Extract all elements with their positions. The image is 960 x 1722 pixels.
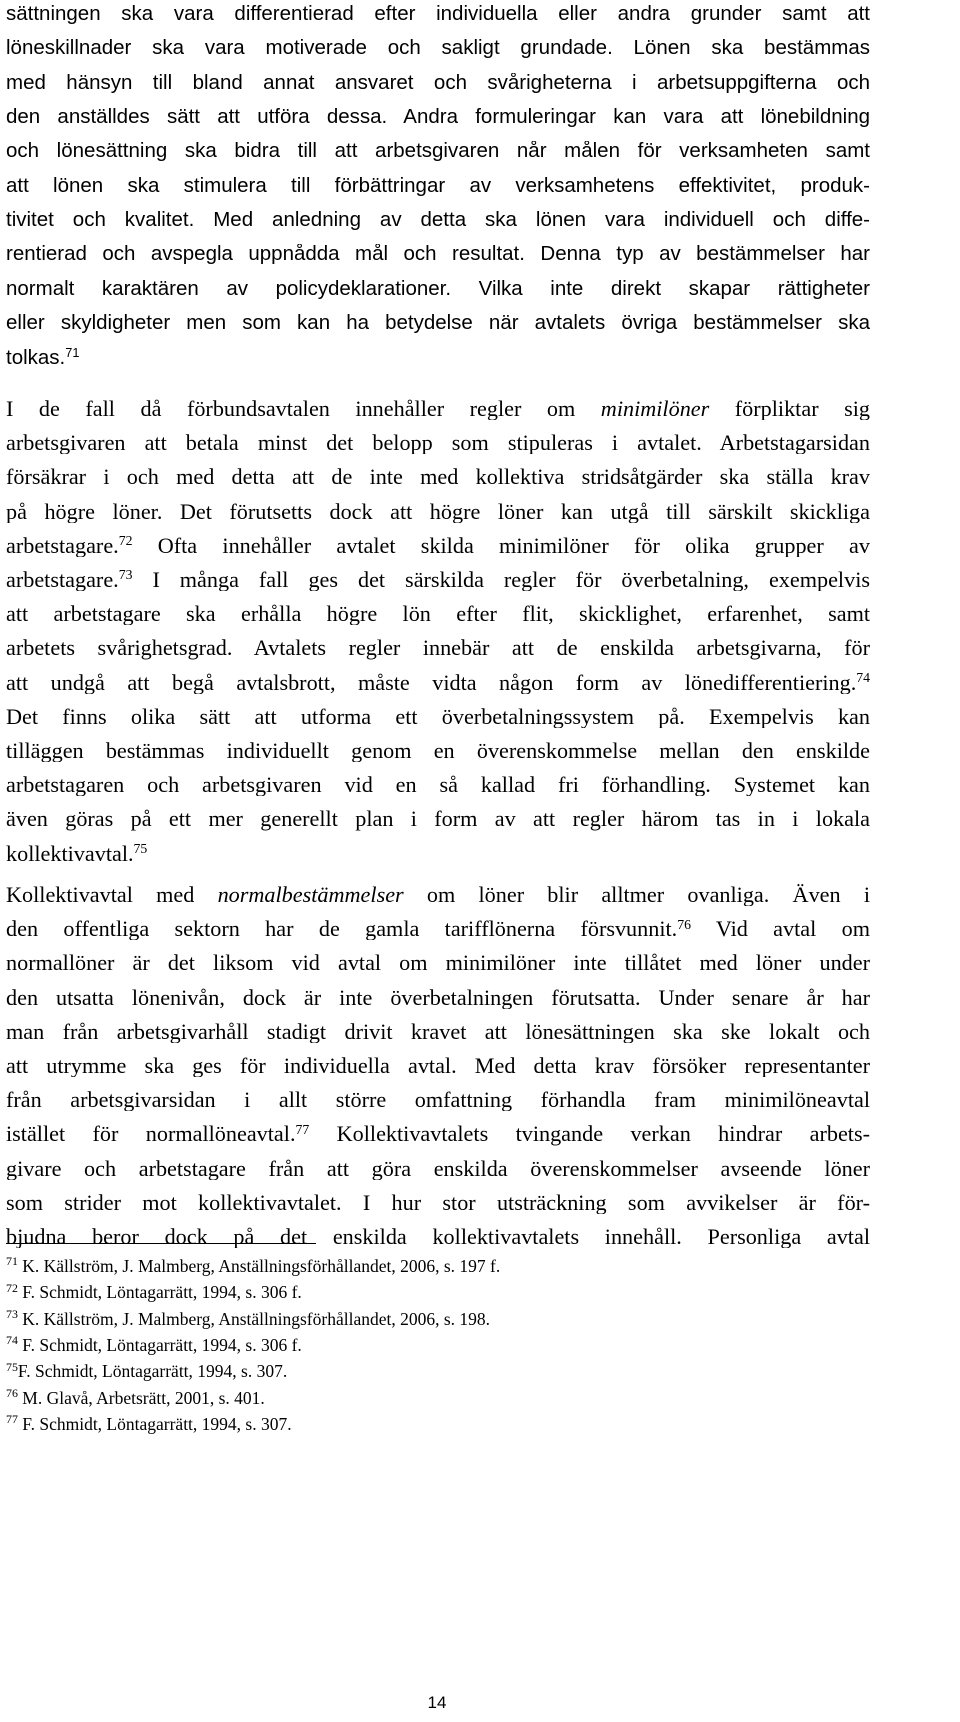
text-line: löneskillnader ska vara motiverade och sakligt grundade. Lönen ska bestämmas: [6, 38, 870, 59]
emphasized-term: normalbestämmelser: [217, 884, 404, 907]
page-number: 14: [427, 1693, 447, 1712]
text-line: även göras på ett mer generellt plan i form av att regler härom tas in i lokala: [6, 808, 870, 831]
footnote-number: 72: [6, 1280, 18, 1295]
text-line: I de fall då förbundsavtalen innehåller regler om minimilöner förpliktar sig: [6, 398, 870, 421]
footnote: $^{72}$ F. Schmidt, Löntagarrätt, 1994, s. 306 f.: [6, 1280, 302, 1303]
footnote: $^{76}$ M. Glavå, Arbetsrätt, 2001, s. 401.: [6, 1385, 265, 1408]
text-line: rentierad och avspegla uppnådda mål och resultat. Denna typ av bestämmelser har: [6, 244, 870, 265]
footnote-number: 77: [6, 1412, 18, 1427]
footnote: $^{75}$F. Schmidt, Löntagarrätt, 1994, s. 307.: [6, 1359, 288, 1382]
text-line: och lönesättning ska bidra till att arbetsgivaren når målen för verksamheten samt: [6, 141, 870, 162]
text-line: sättningen ska vara differentierad efter individuella eller andra grunder samt att: [6, 4, 870, 25]
footnote-reference[interactable]: 73: [118, 569, 133, 583]
text-line: normalt karaktären av policydeklarationer. Vilka inte direkt skapar rättigheter: [6, 278, 870, 300]
footnote: $^{77}$ F. Schmidt, Löntagarrätt, 1994, s. 307.: [6, 1412, 292, 1434]
text-line: tivitet och kvalitet. Med anledning av detta ska lönen vara individuell och diffe-: [6, 210, 870, 231]
text-line: Kollektivavtal med normalbestämmelser om löner blir alltmer ovanliga. Även i: [6, 884, 870, 907]
footnote-reference[interactable]: 76: [677, 918, 691, 932]
footnote-reference[interactable]: 75: [133, 842, 148, 857]
text-line: arbetsgivaren att betala minst det belopp som stipuleras i avtalet. Arbetstagarsidan: [6, 432, 870, 455]
text-line: arbetets svårighetsgrad. Avtalets regler innebär att de enskilda arbetsgivarna, för: [6, 637, 870, 660]
text-line: att lönen ska stimulera till förbättringar av verksamhetens effektivitet, produk-: [6, 175, 870, 197]
text-line: givare och arbetstagare från att göra enskilda överenskommelser avseende löner: [6, 1157, 870, 1180]
footnote: $^{74}$ F. Schmidt, Löntagarrätt, 1994, s. 306 f.: [6, 1333, 302, 1355]
footnote-number: 73: [6, 1307, 18, 1322]
text-line: arbetstagaren och arbetsgivaren vid en så kallad fri förhandling. Systemet kan: [6, 774, 870, 797]
footnote-number: 75: [6, 1359, 18, 1374]
text-line: på högre löner. Det förutsetts dock att högre löner kan utgå till särskilt skickliga: [6, 500, 870, 523]
text-line: bjudna beror dock på det enskilda kollektivavtalets innehåll. Personliga avtal: [6, 1226, 870, 1249]
footnote-number: 74: [6, 1333, 18, 1348]
text-line: normallöner är det liksom vid avtal om minimilöner inte tillåtet med löner under: [6, 952, 870, 975]
text-line: kollektivavtal.$^{75}$: [6, 842, 148, 865]
text-line: som strider mot kollektivavtalet. I hur stor utsträckning som avvikelser är för-: [6, 1191, 870, 1214]
footnote-reference[interactable]: 77: [295, 1123, 310, 1137]
footnote-number: 71: [6, 1254, 18, 1269]
footnote-separator: [6, 1243, 316, 1244]
text-line: från arbetsgivarsidan i allt större omfattning förhandla fram minimilöneavtal: [6, 1089, 870, 1112]
text-line: istället för normallöneavtal.$^{77}$ Kollektivavtalets tvingande verkan hindrar arbets-: [6, 1123, 870, 1146]
text-line: tolkas.$^{71}$: [6, 348, 870, 369]
footnote-reference[interactable]: 74: [856, 671, 870, 686]
text-line: eller skyldigheter men som kan ha betydelse när avtalets övriga bestämmelser ska: [6, 313, 870, 334]
text-line: med hänsyn till bland annat ansvaret och svårigheterna i arbetsuppgifterna och: [6, 72, 870, 94]
footnote: $^{73}$ K. Källström, J. Malmberg, Anställningsförhållandet, 2006, s. 198.: [6, 1307, 491, 1329]
text-line: den anställdes sätt att utföra dessa. Andra formuleringar kan vara att lönebildning: [6, 107, 870, 128]
text-line: den offentliga sektorn har de gamla tarifflönerna försvunnit.$^{76}$ Vid avtal om: [6, 918, 870, 941]
text-line: att utrymme ska ges för individuella avtal. Med detta krav försöker representanter: [6, 1055, 870, 1078]
text-line: Det finns olika sätt att utforma ett överbetalningssystem på. Exempelvis kan: [6, 705, 870, 728]
footnote-number: 76: [6, 1385, 18, 1400]
text-line: att arbetstagare ska erhålla högre lön efter flit, skicklighet, erfarenhet, samt: [6, 603, 870, 626]
text-line: att undgå att begå avtalsbrott, måste vidta någon form av lönedifferentiering.$^{74}$: [6, 671, 870, 694]
footnote-reference[interactable]: 71: [65, 347, 80, 360]
text-line: försäkrar i och med detta att de inte med kollektiva stridsåtgärder ska ställa krav: [6, 466, 870, 489]
text-line: arbetstagare.$^{73}$ I många fall ges det särskilda regler för överbetalning, exempelvis: [6, 569, 870, 592]
text-line: tilläggen bestämmas individuellt genom en överenskommelse mellan den enskilde: [6, 740, 870, 763]
text-line: den utsatta lönenivån, dock är inte överbetalningen förutsatta. Under senare år har: [6, 986, 870, 1009]
emphasized-term: minimilöner: [600, 398, 710, 421]
footnote: $^{71}$ K. Källström, J. Malmberg, Anställningsförhållandet, 2006, s. 197 f.: [6, 1254, 501, 1276]
text-line: arbetstagare.$^{72}$ Ofta innehåller avtalet skilda minimilöner för olika grupper av: [6, 534, 870, 557]
text-line: man från arbetsgivarhåll stadigt drivit kravet att lönesättningen ska ske lokalt och: [6, 1020, 870, 1043]
footnote-reference[interactable]: 72: [118, 534, 133, 549]
